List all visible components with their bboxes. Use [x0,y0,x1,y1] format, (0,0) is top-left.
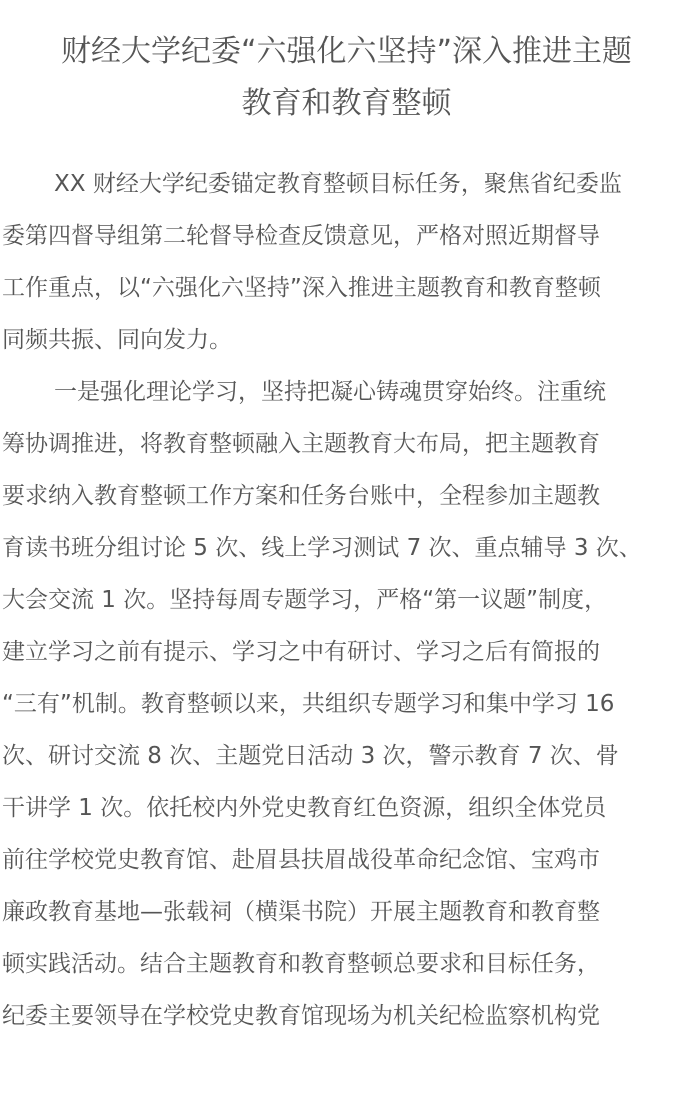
document-title [0,26,693,130]
title-line-1: 财经大学纪委“六强化六坚持”深入推进主题 [60,34,633,69]
paragraph-line: 干讲学 1 次。依托校内外党史教育红色资源，组织全体党员 [2,795,607,821]
paragraph-line: 工作重点，以“六强化六坚持”深入推进主题教育和教育整顿 [2,275,601,301]
paragraph-line: 大会交流 1 次。坚持每周专题学习，严格“第一议题”制度， [2,587,608,613]
paragraph-line: “三有”机制。教育整顿以来，共组织专题学习和集中学习 16 [2,691,615,717]
paragraph-line: 同频共振、同向发力。 [2,327,232,353]
paragraph-theory-study [2,366,693,1042]
paragraph-line: 筹协调推进，将教育整顿融入主题教育大布局，把主题教育 [2,431,600,457]
paragraph-line: 一是强化理论学习，坚持把凝心铸魂贯穿始终。注重统 [54,379,606,405]
paragraph-line: XX 财经大学纪委锚定教育整顿目标任务，聚焦省纪委监 [54,171,622,197]
paragraph-intro [2,158,693,366]
document-body [2,158,693,1042]
paragraph-line: 纪委主要领导在学校党史教育馆现场为机关纪检监察机构党 [2,1003,600,1029]
title-line-2: 教育和教育整顿 [241,86,452,121]
paragraph-line: 顿实践活动。结合主题教育和教育整顿总要求和目标任务， [2,951,600,977]
paragraph-line: 前往学校党史教育馆、赴眉县扶眉战役革命纪念馆、宝鸡市 [2,847,600,873]
paragraph-line: 委第四督导组第二轮督导检查反馈意见，严格对照近期督导 [2,223,600,249]
paragraph-line: 次、研讨交流 8 次、主题党日活动 3 次，警示教育 7 次、骨 [2,743,619,769]
paragraph-line: 育读书班分组讨论 5 次、线上学习测试 7 次、重点辅导 3 次、 [2,535,642,561]
paragraph-line: 廉政教育基地—张载祠（横渠书院）开展主题教育和教育整 [2,899,600,925]
paragraph-line: 建立学习之前有提示、学习之中有研讨、学习之后有简报的 [2,639,600,665]
paragraph-line: 要求纳入教育整顿工作方案和任务台账中，全程参加主题教 [2,483,600,509]
